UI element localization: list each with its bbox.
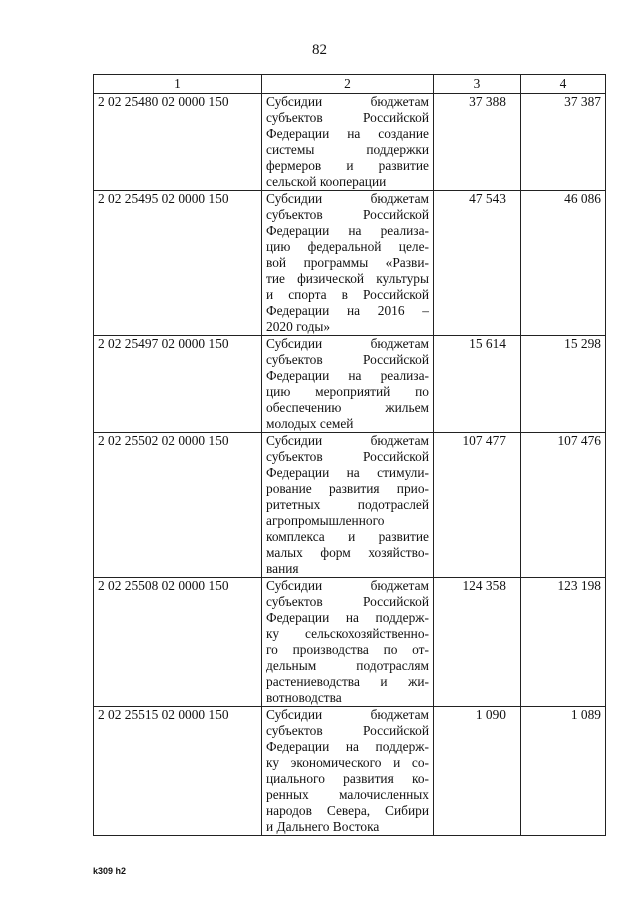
description-line: сельской кооперации — [266, 174, 387, 189]
table-row — [94, 191, 606, 336]
budget-table — [93, 74, 606, 836]
description-line: 2020 годы» — [266, 319, 331, 334]
table-row — [94, 707, 606, 836]
description-line: системы поддержки — [266, 142, 429, 157]
description-line: комплекса и развитие — [266, 529, 429, 544]
description-line: Федерации на создание — [266, 126, 429, 141]
description-line: Субсидии бюджетам — [266, 94, 429, 109]
description-line: Субсидии бюджетам — [266, 336, 429, 351]
table-row — [94, 433, 606, 578]
description-line: субъектов Российской — [266, 723, 429, 738]
amount-col3-cell: 107 477 — [434, 433, 521, 578]
description-line: и спорта в Российской — [266, 287, 429, 302]
description-line: Субсидии бюджетам — [266, 578, 429, 593]
document-footer-code: k309 h2 — [93, 866, 127, 876]
description-line: Федерации на стимули- — [266, 465, 429, 480]
description-line: вотноводства — [266, 690, 342, 705]
table-header-row — [94, 75, 606, 94]
amount-col3-cell: 1 090 — [434, 707, 521, 836]
amount-col3-cell: 124 358 — [434, 578, 521, 707]
amount-col4-cell: 15 298 — [521, 336, 606, 433]
description-line: ку экономического и со- — [266, 755, 429, 770]
description-line: Субсидии бюджетам — [266, 707, 429, 722]
column-header-2: 2 — [262, 75, 434, 94]
description-line: субъектов Российской — [266, 352, 429, 367]
description-line: вания — [266, 561, 299, 576]
description-line: Федерации на поддерж- — [266, 610, 429, 625]
description-cell — [262, 578, 434, 707]
description-line: субъектов Российской — [266, 110, 429, 125]
description-line: субъектов Российской — [266, 449, 429, 464]
description-cell — [262, 94, 434, 191]
amount-col4-cell: 37 387 — [521, 94, 606, 191]
description-line: Федерации на реализа- — [266, 368, 429, 383]
description-line: Федерации на реализа- — [266, 223, 429, 238]
budget-code-cell: 2 02 25497 02 0000 150 — [94, 336, 262, 433]
description-line: ренных малочисленных — [266, 787, 429, 802]
amount-col3-cell: 37 388 — [434, 94, 521, 191]
description-line: цию мероприятий по — [266, 384, 429, 399]
description-line: растениеводства и жи- — [266, 674, 429, 689]
description-line: ку сельскохозяйственно- — [266, 626, 429, 641]
page-number: 82 — [312, 42, 327, 58]
table-row — [94, 94, 606, 191]
description-line: Федерации на поддерж- — [266, 739, 429, 754]
description-cell — [262, 433, 434, 578]
description-line: малых форм хозяйство- — [266, 545, 429, 560]
description-line: циального развития ко- — [266, 771, 429, 786]
table-row — [94, 336, 606, 433]
description-line: рование развития прио- — [266, 481, 429, 496]
table-body — [94, 94, 606, 836]
description-cell — [262, 336, 434, 433]
description-line: цию федеральной целе- — [266, 239, 429, 254]
description-line: Субсидии бюджетам — [266, 191, 429, 206]
amount-col4-cell: 107 476 — [521, 433, 606, 578]
description-line: агропромышленного — [266, 513, 385, 528]
description-line: народов Севера, Сибири — [266, 803, 429, 818]
column-header-1: 1 — [94, 75, 262, 94]
amount-col3-cell: 15 614 — [434, 336, 521, 433]
description-line: субъектов Российской — [266, 594, 429, 609]
description-line: субъектов Российской — [266, 207, 429, 222]
amount-col4-cell: 1 089 — [521, 707, 606, 836]
budget-code-cell: 2 02 25502 02 0000 150 — [94, 433, 262, 578]
table-row — [94, 578, 606, 707]
amount-col4-cell: 46 086 — [521, 191, 606, 336]
description-line: тие физической культуры — [266, 271, 429, 286]
budget-code-cell: 2 02 25508 02 0000 150 — [94, 578, 262, 707]
amount-col3-cell: 47 543 — [434, 191, 521, 336]
column-header-4: 4 — [521, 75, 606, 94]
description-line: Субсидии бюджетам — [266, 433, 429, 448]
description-line: обеспечению жильем — [266, 400, 429, 415]
description-line: го производства по от- — [266, 642, 429, 657]
column-header-3: 3 — [434, 75, 521, 94]
budget-code-cell: 2 02 25515 02 0000 150 — [94, 707, 262, 836]
budget-code-cell: 2 02 25495 02 0000 150 — [94, 191, 262, 336]
description-cell — [262, 191, 434, 336]
description-line: вой программы «Разви- — [266, 255, 429, 270]
description-line: ритетных подотраслей — [266, 497, 429, 512]
amount-col4-cell: 123 198 — [521, 578, 606, 707]
budget-code-cell: 2 02 25480 02 0000 150 — [94, 94, 262, 191]
description-line: дельным подотраслям — [266, 658, 429, 673]
description-cell — [262, 707, 434, 836]
description-line: фермеров и развитие — [266, 158, 429, 173]
description-line: молодых семей — [266, 416, 354, 431]
description-line: и Дальнего Востока — [266, 819, 380, 834]
description-line: Федерации на 2016 – — [266, 303, 429, 318]
